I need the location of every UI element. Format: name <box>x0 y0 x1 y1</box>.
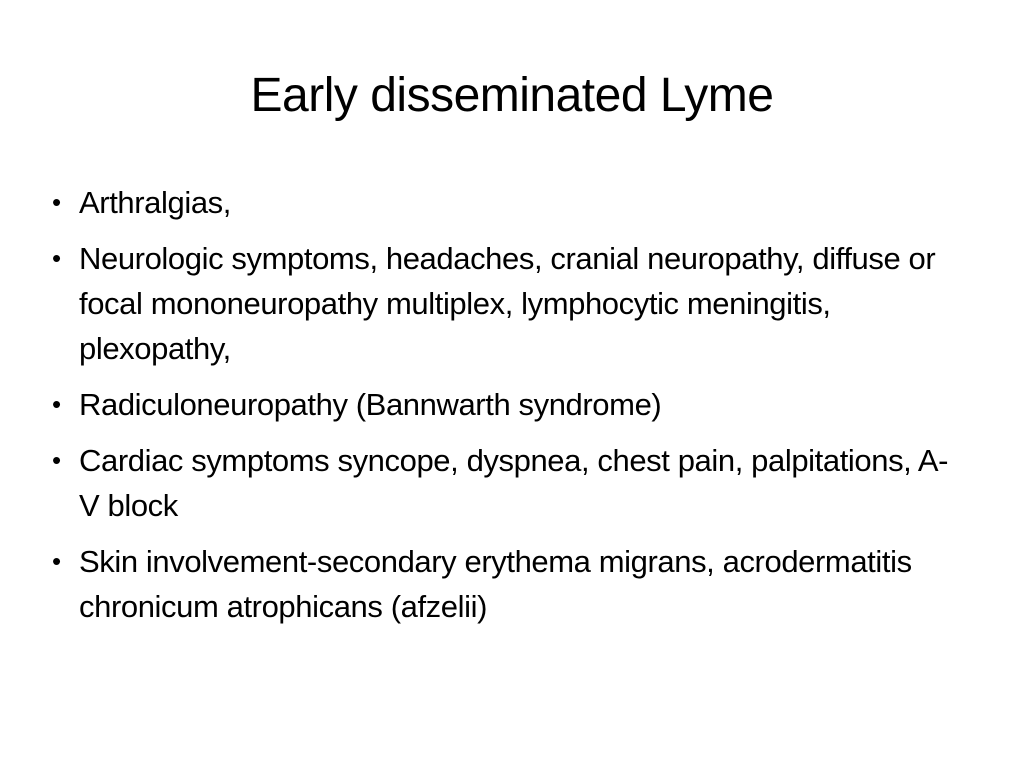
bullet-text: Radiculoneuropathy (Bannwarth syndrome) <box>79 387 662 422</box>
bullet-text: Skin involvement-secondary erythema migrans, acrodermatitis chronicum atrophicans (afzelii) <box>79 544 912 624</box>
bullet-dot-icon: • <box>52 546 61 576</box>
slide-title: Early disseminated Lyme <box>250 69 774 122</box>
bullet-list <box>52 180 952 640</box>
bullet-text: Cardiac symptoms syncope, dyspnea, chest pain, palpitations, A-V block <box>79 443 949 523</box>
bullet-dot-icon: • <box>52 187 61 217</box>
bullet-dot-icon: • <box>52 389 61 419</box>
bullet-item-neurologic <box>52 236 952 371</box>
bullet-dot-icon: • <box>52 445 61 475</box>
bullet-text: Arthralgias, <box>79 185 231 220</box>
bullet-item-radiculoneuropathy <box>52 382 952 427</box>
bullet-item-cardiac <box>52 438 952 528</box>
bullet-dot-icon: • <box>52 243 61 273</box>
bullet-item-skin <box>52 539 952 629</box>
bullet-item-arthralgias <box>52 180 952 225</box>
bullet-text: Neurologic symptoms, headaches, cranial neuropathy, diffuse or focal mononeuropathy multiplex, lymphocytic meningitis, plexopathy, <box>79 241 936 366</box>
